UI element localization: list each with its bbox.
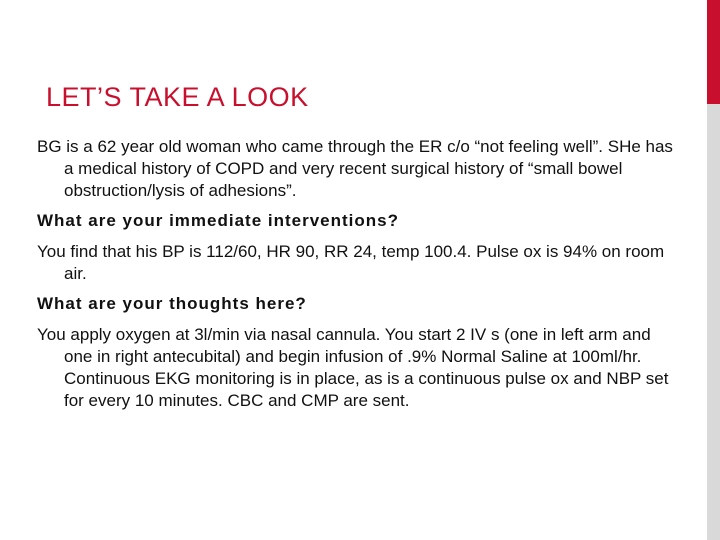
question-thoughts: What are your thoughts here?: [37, 294, 307, 313]
slide-body: [37, 136, 677, 420]
vitals-paragraph: You find that his BP is 112/60, HR 90, RR 24, temp 100.4. Pulse ox is 94% on room air.: [37, 242, 665, 283]
accent-bar: [707, 0, 720, 104]
treatment-paragraph: You apply oxygen at 3l/min via nasal cannula. You start 2 IV s (one in left arm and one in right antecubital) and begin infusion of .9% Normal Saline at 100ml/hr. Continuous EKG monitoring is in place, as is a continuous pulse ox and NBP set for every 10 minutes. CBC and CMP are sent.: [37, 325, 669, 410]
case-description: BG is a 62 year old woman who came through the ER c/o “not feeling well”. SHe has a medical history of COPD and very recent surgical history of “small bowel obstruction/lysis of adhesions”.: [37, 137, 673, 200]
question-interventions: What are your immediate interventions?: [37, 211, 400, 230]
slide-title: LET’S TAKE A LOOK: [46, 82, 309, 112]
accent-rule: [707, 104, 720, 540]
